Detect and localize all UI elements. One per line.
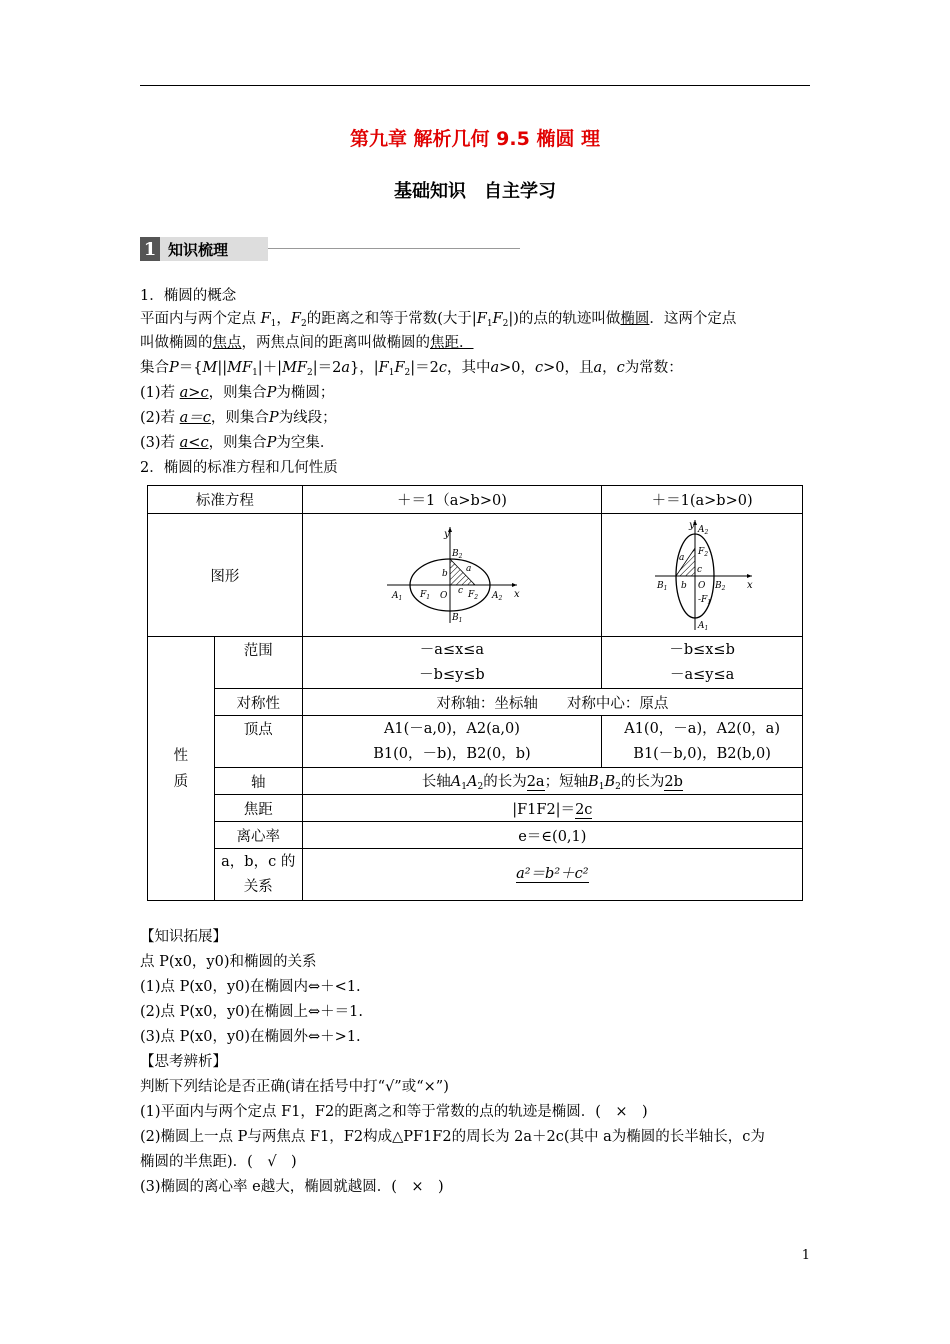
svg-text:A2: $A_2$ [698, 524, 709, 536]
vertex-vertical: A1(0，－a)，A2(0，a) B1(－b,0)，B2(b,0) [602, 716, 803, 768]
svg-text:a: a [679, 552, 685, 563]
range-vertical: －b≤x≤b －a≤y≤a [602, 637, 803, 689]
symmetry-label: 对称性 [214, 689, 302, 716]
case-3: (3)若 a<c，则集合P为空集． [140, 435, 335, 451]
think-heading: 【思考辨析】 [140, 1054, 227, 1070]
focal-value: |F1F2|＝2c [302, 795, 802, 822]
svg-text:c: c [697, 564, 703, 575]
svg-text:O: O [439, 590, 448, 601]
relation-label: a，b，c 的 关系 [214, 849, 302, 901]
properties-heading: 2．椭圆的标准方程和几何性质 [140, 460, 338, 476]
section-divider [268, 248, 520, 249]
page-number: 1 [801, 1248, 810, 1263]
range-horizontal: －a≤x≤a －b≤y≤b [302, 637, 602, 689]
extension-line-1: 点 P(x0，y0)和椭圆的关系 [140, 954, 317, 970]
axis-value: 长轴$A_1A_2$的长为2a；短轴$B_1B_2$的长为2b [302, 768, 802, 795]
svg-text:y: y [443, 528, 450, 540]
extension-heading: 【知识拓展】 [140, 929, 227, 945]
ellipse-properties-table [147, 485, 803, 901]
properties-label: 性 质 [148, 637, 215, 901]
svg-text:F1: $F_1$ [419, 589, 431, 601]
page-title: 第九章 解析几何 9.5 椭圆 理 [349, 128, 601, 150]
header-eq-horizontal: ＋＝1（a>b>0) [302, 486, 602, 514]
relation-value: a²＝b²＋c² [302, 849, 802, 901]
concept-heading: 1．椭圆的概念 [140, 288, 237, 304]
think-item-1: (1)平面内与两个定点 F1，F2的距离之和等于常数的点的轨迹是椭圆．( × ) [140, 1104, 648, 1120]
eccentricity-label: 离心率 [214, 822, 302, 849]
axis-label: 轴 [214, 768, 302, 795]
term-focus: 焦点 [212, 335, 242, 351]
header-standard-eq: 标准方程 [148, 486, 303, 514]
page-subtitle: 基础知识 自主学习 [394, 181, 556, 202]
concept-line-2: 叫做椭圆的焦点，两焦点间的距离叫做椭圆的焦距． [140, 335, 474, 351]
concept-line-1: 平面内与两个定点 $F_1$，$F_2$的距离之和等于常数(大于$|F_1F_2|$)的点的轨迹叫做椭圆．这两个定点 [140, 311, 737, 329]
svg-text:x: x [747, 579, 753, 591]
symmetry-value: 对称轴：坐标轴 对称中心：原点 [302, 689, 802, 716]
svg-text:b: b [681, 580, 687, 591]
section-number: 1 [140, 237, 160, 261]
extension-line-4: (3)点 P(x0，y0)在椭圆外⇔＋>1. [140, 1029, 361, 1045]
svg-text:c: c [457, 585, 463, 596]
vertical-ellipse-figure [647, 518, 757, 633]
svg-text:A1: $A_1$ [391, 590, 403, 602]
range-label: 范围 [214, 637, 302, 689]
think-intro: 判断下列结论是否正确(请在括号中打“√”或“×”) [140, 1079, 449, 1095]
think-item-2: (2)椭圆上一点 P与两焦点 F1，F2构成△PF1F2的周长为 2a＋2c(其中 a为椭圆的长半轴长，c为 [140, 1129, 765, 1145]
svg-text:b: b [441, 568, 448, 579]
figure-horizontal-cell [302, 514, 602, 637]
vertex-horizontal: A1(－a,0)，A2(a,0) B1(0，－b)，B2(0，b) [302, 716, 602, 768]
horizontal-ellipse-figure [382, 523, 522, 628]
svg-text:a: a [465, 563, 472, 574]
svg-text:B1: $B_1$ [657, 580, 668, 592]
svg-text:F2: $F_2$ [698, 546, 709, 558]
extension-line-2: (1)点 P(x0，y0)在椭圆内⇔＋<1. [140, 979, 361, 995]
svg-text:A1: $A_1$ [698, 620, 709, 632]
svg-text:B2: $B_2$ [451, 548, 463, 560]
case-2: (2)若 a＝c，则集合P为线段； [140, 410, 337, 426]
svg-text:B2: $B_2$ [715, 580, 726, 592]
svg-text:O: O [698, 580, 706, 591]
term-focal-distance: 焦距 [430, 335, 459, 351]
svg-text:F2: $F_2$ [467, 589, 479, 601]
case-1: (1)若 a>c，则集合P为椭圆； [140, 385, 335, 401]
header-eq-vertical: ＋＝1(a>b>0) [602, 486, 803, 514]
eccentricity-value: e＝∈(0,1) [302, 822, 802, 849]
concept-line-3: 集合$P=\{M||MF_1|+|MF_2|=2a\}$，$|F_1F_2|=2c$，其中a>0，c>0，且a，c为常数： [140, 360, 683, 378]
figure-vertical-cell [602, 514, 803, 637]
vertex-label: 顶点 [214, 716, 302, 768]
figure-label: 图形 [148, 514, 303, 637]
focal-label: 焦距 [214, 795, 302, 822]
svg-text:A2: $A_2$ [491, 590, 503, 602]
think-item-2-cont: 椭圆的半焦距)．( √ ) [140, 1154, 297, 1170]
section-header [140, 237, 268, 261]
svg-text:-F1: $-F_1$ [698, 594, 712, 606]
svg-text:x: x [513, 588, 520, 600]
svg-text:B1: $B_1$ [451, 612, 463, 624]
term-ellipse: 椭圆 [620, 311, 650, 327]
top-rule [140, 85, 810, 86]
extension-line-3: (2)点 P(x0，y0)在椭圆上⇔＋＝1. [140, 1004, 364, 1020]
svg-text:y: y [689, 519, 695, 531]
section-label: 知识梳理 [160, 237, 268, 261]
think-item-3: (3)椭圆的离心率 e越大，椭圆就越圆．( × ) [140, 1179, 444, 1195]
